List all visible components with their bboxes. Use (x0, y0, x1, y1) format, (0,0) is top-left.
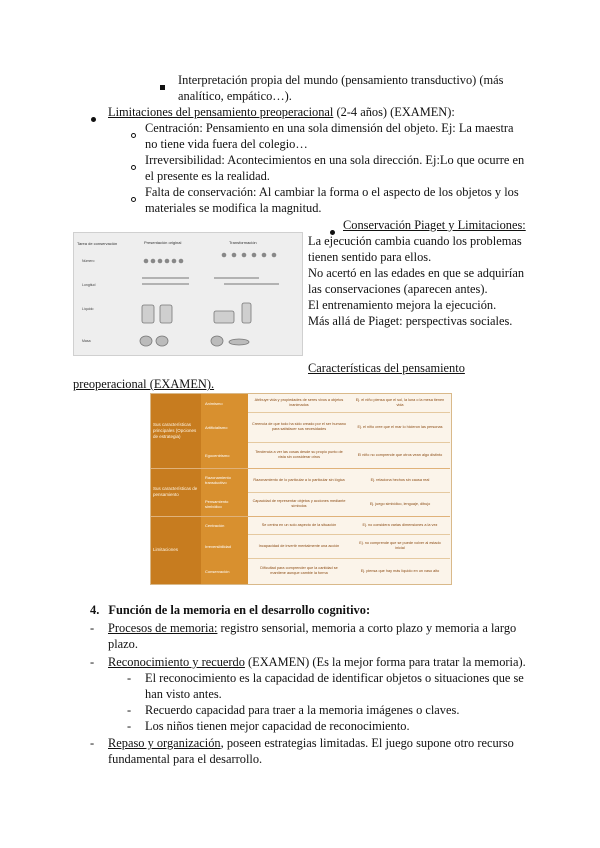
dash-bullet-icon: - (127, 719, 132, 733)
memory-item-processes (108, 620, 518, 652)
figure-col-title: Transformación (229, 240, 257, 245)
table-row-label: Centración (201, 516, 248, 534)
conservation-line: las conservaciones (aparecen antes). (308, 282, 488, 296)
table-row-label: Irreversibilidad (201, 534, 248, 558)
limitation-label: Irreversibilidad (145, 153, 222, 167)
conservation-line: La ejecución cambia cuando los problemas (308, 234, 522, 248)
characteristics-title-line2: preoperacional (EXAMEN). (73, 377, 215, 391)
table-divider (248, 558, 450, 559)
characteristics-title-line1: Características del pensamiento (308, 361, 465, 375)
figure-row-label: Líquido (82, 307, 94, 311)
table-cell: Dificultad para comprender que la cantidad se mantiene aunque cambie la forma (260, 566, 338, 575)
table-cell: Capacidad de representar objetos y acciones mediante símbolos (252, 499, 346, 508)
top-item-text: Interpretación propia del mundo (pensamiento transductivo) (más analítico, empático…). (178, 73, 504, 103)
table-cell: Tendencia a ver las cosas desde su propio punto de vista sin considerar otros (255, 450, 343, 459)
limitation-text: : Pensamiento en una sola dimensión del objeto. Ej: La maestra no tiene vida fuera del colegio… (145, 121, 514, 151)
memory-item-label: Repaso y organización (108, 736, 221, 750)
table-row-label: Pensamiento simbólico (201, 492, 248, 516)
bullet-dot-icon (91, 110, 96, 126)
limitation-text: : Acontecimientos en una sola dirección. Ej:Lo que ocurre en el presente es la realidad. (145, 153, 525, 183)
memory-subitem: Los niños tienen mejor capacidad de reconocimiento. (145, 719, 410, 733)
dash-bullet-icon: - (127, 703, 132, 717)
table-cell: Ej. el niño cree que el mar lo hicieron las personas (357, 424, 443, 429)
table-divider (151, 516, 450, 517)
table-cell: Ej. piensa que hay más líquido en un vaso alto (360, 568, 440, 573)
table-cell: Ej. no comprende que se puede volver al estado inicial (359, 541, 441, 550)
limitation-item-irreversibility (145, 152, 525, 184)
table-cell: Se centra en un solo aspecto de la situación (261, 522, 337, 527)
limitations-heading (108, 104, 538, 120)
table-divider (248, 534, 450, 535)
conservation-tasks-figure (73, 232, 303, 356)
limitation-item-conservation (145, 184, 530, 216)
table-row-label: Artificialismo (201, 412, 248, 442)
limitations-title: Limitaciones del pensamiento preoperacional (108, 105, 334, 119)
table-cell: Incapacidad de invertir mentalmente una acción (258, 543, 340, 548)
memory-heading-text: Función de la memoria en el desarrollo cognitivo: (108, 603, 371, 617)
memory-item-label: Reconocimiento y recuerdo (108, 655, 245, 669)
figure-col-title: Presentación original (144, 240, 182, 245)
conservation-line: tienen sentido para ellos. (308, 250, 432, 264)
limitation-item-centration (145, 120, 525, 152)
memory-heading-number: 4. (90, 603, 100, 617)
conservation-illustrations (74, 233, 302, 355)
table-divider (248, 412, 450, 413)
table-cell: Ej. el niño piensa que el sol, la luna o la mesa tienen vida (355, 398, 445, 407)
table-row-label: Egocentrismo (201, 442, 248, 468)
conservation-line: Más allá de Piaget: perspectivas sociales. (308, 314, 513, 328)
table-group: Limitaciones (151, 516, 201, 584)
conservation-line: El entrenamiento mejora la ejecución. (308, 298, 497, 312)
table-row-label: Razonamiento transductivo (201, 468, 248, 492)
table-row-label: Animismo (201, 394, 248, 412)
dash-bullet-icon: - (90, 621, 95, 635)
conservation-title: Conservación Piaget y Limitaciones: (343, 218, 526, 232)
memory-item-rehearsal (108, 735, 518, 767)
figure-col-title: Tarea de conservación (77, 241, 118, 246)
memory-item-text: , poseen estrategias limitadas. El juego supone otro recurso fundamental para el desarrollo. (108, 736, 514, 766)
limitation-label: Falta de conservación (145, 185, 254, 199)
dash-bullet-icon: - (90, 655, 95, 669)
memory-subitem: Recuerdo capacidad para traer a la memoria imágenes o claves. (145, 703, 460, 717)
table-cell: Ej. relaciona hechos sin causa real (370, 477, 430, 482)
limitation-label: Centración (145, 121, 200, 135)
table-cell: Creencia de que todo ha sido creado por el ser humano para satisfacer sus necesidades (252, 422, 346, 431)
square-bullet-icon (160, 78, 165, 94)
table-divider (151, 468, 450, 469)
table-cell: El niño no comprende que otros vean algo distinto (357, 452, 443, 457)
circle-bullet-icon (131, 190, 136, 206)
limitation-text: : Al cambiar la forma o el aspecto de los objetos y los materiales se modifica la magnitud. (145, 185, 519, 215)
memory-item-text: registro sensorial, memoria a corto plazo y memoria a largo plazo. (108, 621, 517, 651)
table-divider (248, 492, 450, 493)
figure-row-label: Longitud (82, 283, 96, 287)
table-group: Sus características principales (Opciones de estrategia) (151, 394, 201, 468)
table-group: Sus características de pensamiento (151, 468, 201, 516)
table-cell: Ej. juego simbólico, lenguaje, dibujo (369, 501, 431, 506)
figure-row-label: Masa (82, 339, 91, 343)
circle-bullet-icon (131, 158, 136, 174)
table-cell: Atribuye vida y propiedades de seres vivos a objetos inanimados (254, 398, 344, 407)
table-cell: Razonamiento de lo particular a lo particular sin lógica (253, 477, 345, 482)
memory-item-recognition (108, 654, 528, 670)
table-cell: Ej. no considera varias dimensiones a la vez (362, 522, 438, 527)
characteristics-table (150, 393, 452, 585)
table-divider (248, 442, 450, 443)
circle-bullet-icon (131, 126, 136, 142)
memory-item-label: Procesos de memoria: (108, 621, 218, 635)
table-row-label: Conservación (201, 558, 248, 584)
memory-subitem: El reconocimiento es la capacidad de identificar objetos o situaciones que se han visto antes. (145, 671, 524, 701)
limitations-suffix: (2-4 años) (EXAMEN): (333, 105, 455, 119)
memory-heading (90, 602, 370, 618)
figure-row-label: Número (82, 259, 95, 263)
memory-item-text: (EXAMEN) (Es la mejor forma para tratar la memoria). (244, 655, 526, 669)
dash-bullet-icon: - (127, 671, 132, 685)
dash-bullet-icon: - (90, 736, 95, 750)
conservation-line: No acertó en las edades en que se adquirían (308, 266, 525, 280)
